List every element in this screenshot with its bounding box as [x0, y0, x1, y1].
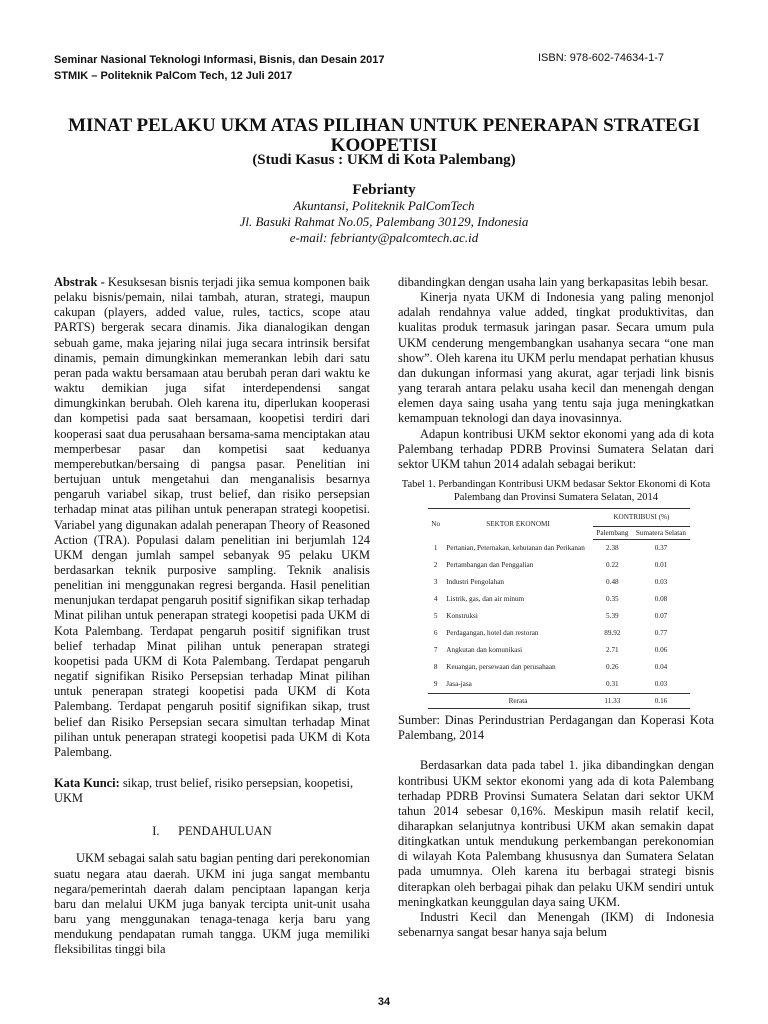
table-cell-no: 6: [433, 629, 438, 638]
table-cell-sector: Listrik, gas, dan air minum: [446, 595, 525, 604]
table-cell-sector: Perdagangan, hotel dan restoran: [446, 629, 539, 638]
paragraph-berdasarkan: Berdasarkan data pada tabel 1. jika dibandingkan dengan kontribusi UKM sektor ekonomi yang ada di kota Palembang terhadap PDRB Provinsi Sumatera Selatan dari sektor UKM tahun 2014 sebesar 0,16%. Meskipun masih relatif kecil, diharapkan selanjutnya kontribusi UKM akan semakin dapat ditingkatkan untuk mendukung perkembangan perekonomian di wilayah Kota Palembang khususnya dan Sumatera Selatan pada umumnya. Oleh karena itu berbagai strategi bisnis diterapkan oleh berbagai pihak dan pelaku UKM sendiri untuk meningkatkan keunggulan daya saing UKM.: [398, 758, 714, 909]
contribution-table: [428, 508, 690, 709]
table-row: [428, 608, 690, 625]
table-header-palembang: Palembang: [593, 527, 632, 540]
table-row: [428, 642, 690, 659]
abstract-text: Kesuksesan bisnis terjadi jika semua komponen baik pelaku bisnis/pemain, nilai tambah, aturan, strategi, maupun cakupan (players, added value, rules, tactics, scope atau PARTS) bergerak secara dinamis. Jika dianalogikan dengan sebuah game, maka jejaring nilai juga secara intrinsik bersifat dinamis, pemain dimungkinkan memerankan lebih dari satu peran pada waktu bersamaan atau berubah peran dari waktu ke waktu demikian juga sifat interdependensi sangat dimungkinkan berubah. Oleh karena itu, diperlukan kooperasi dan kompetisi pada saat bersamaan, koopetisi terdiri dari kooperasi saat dua perusahaan bersama-sama menciptakan atau memperbesar pasar dan kompetisi saat keduanya memperebutkan/bersaing di pangsa pasar. Penelitian ini bertujuan untuk mengetahui dan menganalisis besarnya pengaruh variabel sikap, trust belief, dan risiko persepsian terhadap minat atas pilihan untuk penerapan strategi koopetisi. Variabel yang digunakan adalah penerapan Theory of Reasoned Action (TRA). Populasi dalam penelitian ini berjumlah 124 UKM dengan jumlah sampel sebanyak 95 pelaku UKM berdasarkan teknik purposive sampling. Teknik analisis penelitian ini menggunakan regresi berganda. Hasil penelitian menunjukan terdapat pengaruh positif signifikan sikap terhadap Minat pilihan untuk penerapan strategi koopetisi pada UKM di Kota Palembang. Terdapat pengaruh positif signifikan trust belief terhadap Minat pilihan untuk penerapan strategi koopetisi pada UKM di Kota Palembang. Terdapat pengaruh negatif signifikan Risiko Persepsian terhadap Minat pilihan untuk penerapan strategi koopetisi pada UKM di Kota Palembang. Terdapat pengaruh positif signifikan sikap, trust belief dan Risiko Persepsian secara simultan terhadap Minat pilihan untuk penerapan strategi koopetisi pada UKM di Kota Palembang.: [54, 275, 370, 759]
table-header-sumsel: Sumatera Selatan: [632, 527, 690, 540]
table-cell-sumsel: 0.06: [654, 646, 668, 655]
section-heading-pendahuluan: I. PENDAHULUAN: [152, 824, 272, 839]
keywords-label: Kata Kunci:: [54, 776, 120, 790]
isbn: ISBN: 978-602-74634-1-7: [538, 52, 664, 64]
seminar-name: Seminar Nasional Teknologi Informasi, Bisnis, dan Desain 2017: [54, 54, 385, 66]
table-cell-palembang: 0.22: [606, 561, 619, 570]
paragraph-continued: dibandingkan dengan usaha lain yang berkapasitas lebih besar.: [398, 275, 709, 289]
paper-subtitle: (Studi Kasus : UKM di Kota Palembang): [252, 152, 516, 168]
table-source: Sumber: Dinas Perindustrian Perdagangan dan Koperasi Kota Palembang, 2014: [398, 713, 714, 743]
table-cell-sumsel: 0.08: [654, 595, 668, 604]
table-total-sumsel: 0.16: [632, 694, 690, 709]
address: Jl. Basuki Rahmat No.05, Palembang 30129, Indonesia: [239, 214, 529, 229]
table-row: [428, 591, 690, 608]
table-cell-sector: Konstruksi: [446, 612, 478, 621]
table-cell-sumsel: 0.37: [654, 544, 668, 553]
table-cell-sector: Angkutan dan komunikasi: [446, 646, 523, 655]
table-cell-no: 9: [428, 676, 443, 694]
seminar-venue-date: STMIK – Politeknik PalCom Tech, 12 Juli 2017: [54, 70, 293, 82]
table-caption: Tabel 1. Perbandingan Kontribusi UKM bedasar Sektor Ekonomi di Kota Palembang dan Provinsi Sumatera Selatan, 2014: [401, 479, 711, 504]
table-total-row: [428, 694, 690, 709]
table-cell-palembang: 0.35: [606, 595, 619, 604]
author-name: Febrianty: [352, 182, 416, 198]
table-total-label: Rerata: [443, 694, 592, 709]
table-cell-palembang: 5.39: [606, 612, 619, 621]
table-cell-no: 7: [433, 646, 438, 655]
left-column: [54, 275, 370, 958]
table-cell-sector: Jasa-jasa: [443, 676, 592, 694]
table-row: [428, 659, 690, 676]
keywords-text: sikap, trust belief, risiko persepsian, koopetisi, UKM: [54, 776, 354, 806]
table-row: [428, 574, 690, 591]
paragraph-kinerja: Kinerja nyata UKM di Indonesia yang paling menonjol adalah rendahnya value added, tingkat produktivitas, dan kualitas produk termasuk jaringan pasar. Secara umum pula UKM cenderung mengembangkan usahanya secara “one man show”. Oleh karena itu UKM perlu mendapat perhatian khusus dan dukungan informasi yang akurat, agar terjadi link bisnis yang terarah antara pelaku usaha kecil dan menengah dengan elemen daya saing usaha yang tentu saja juga meningkatkan kemampuan teknologi dan daya inovasinnya.: [398, 290, 714, 426]
paper-title: MINAT PELAKU UKM ATAS PILIHAN UNTUK PENERAPAN STRATEGI KOOPETISI: [68, 115, 700, 156]
email: e-mail: febrianty@palcomtech.ac.id: [289, 230, 479, 245]
table-cell-palembang: 2.38: [606, 544, 619, 553]
table-cell-sumsel: 0.04: [654, 663, 668, 672]
table-cell-no: 8: [433, 663, 438, 672]
table-header-contribution: KONTRIBUSI (%): [593, 509, 690, 527]
table-cell-no: 5: [433, 612, 438, 621]
table-cell-sector: Pertambangan dan Penggalian: [446, 561, 534, 570]
seminar-header: [54, 52, 385, 84]
table-cell-sumsel: 0.01: [654, 561, 668, 570]
abstract: [54, 275, 370, 760]
table-cell-sumsel: 0.03: [654, 578, 668, 587]
table-cell-palembang: 2.71: [606, 646, 619, 655]
table-total-palembang: 11.33: [593, 694, 632, 709]
right-column: [398, 275, 714, 940]
table-cell-sumsel: 0.03: [632, 676, 690, 694]
table-cell-palembang: 0.26: [606, 663, 619, 672]
table-header-sector: SEKTOR EKONOMI: [443, 509, 592, 540]
table-cell-sumsel: 0.77: [654, 629, 668, 638]
table-cell-palembang: 0.48: [606, 578, 619, 587]
table-cell-no: 4: [433, 595, 438, 604]
author-affiliation-block: [40, 198, 728, 246]
table-cell-sector: Industri Pengolahan: [446, 578, 504, 587]
table-cell-sector: Keuangan, persewaan dan perusahaan: [446, 663, 556, 672]
paragraph-ikm: Industri Kecil dan Menengah (IKM) di Indonesia sebenarnya sangat besar hanya saja belum: [398, 909, 714, 940]
paragraph-kontribusi: Adapun kontribusi UKM sektor ekonomi yang ada di kota Palembang terhadap PDRB Provinsi Sumatera Selatan dari sektor UKM tahun 2014 adalah sebagai berikut:: [398, 426, 714, 471]
keywords: [54, 776, 370, 806]
table-cell-sumsel: 0.07: [654, 612, 668, 621]
abstract-label: Abstrak -: [54, 275, 105, 289]
table-cell-no: 2: [433, 561, 438, 570]
table-header-no: No: [428, 509, 443, 540]
table-cell-palembang: 89.92: [604, 629, 621, 638]
page-number: 34: [377, 996, 391, 1008]
table-body: [428, 540, 690, 694]
table-cell-palembang: 0.31: [593, 676, 632, 694]
intro-paragraph: UKM sebagai salah satu bagian penting dari perekonomian suatu negara atau daerah. UKM ini juga sangat membantu negara/pemerintah daerah dalam penciptaan lapangan kerja baru dan melalui UKM juga banyak tercipta unit-unit usaha baru yang menggunakan tenaga-tenaga kerja baru yang mendukung pendapatan rumah tangga. UKM juga memiliki fleksibilitas tinggi bila: [54, 851, 370, 957]
table-row: [428, 540, 690, 558]
table-row: [428, 625, 690, 642]
table-cell-no: 1: [433, 544, 438, 553]
table-cell-sector: Pertanian, Peternakan, kehutanan dan Perikanan: [446, 544, 585, 553]
table-cell-no: 3: [433, 578, 438, 587]
table-row: [428, 676, 690, 694]
affiliation: Akuntansi, Politeknik PalComTech: [293, 198, 475, 213]
table-row: [428, 557, 690, 574]
